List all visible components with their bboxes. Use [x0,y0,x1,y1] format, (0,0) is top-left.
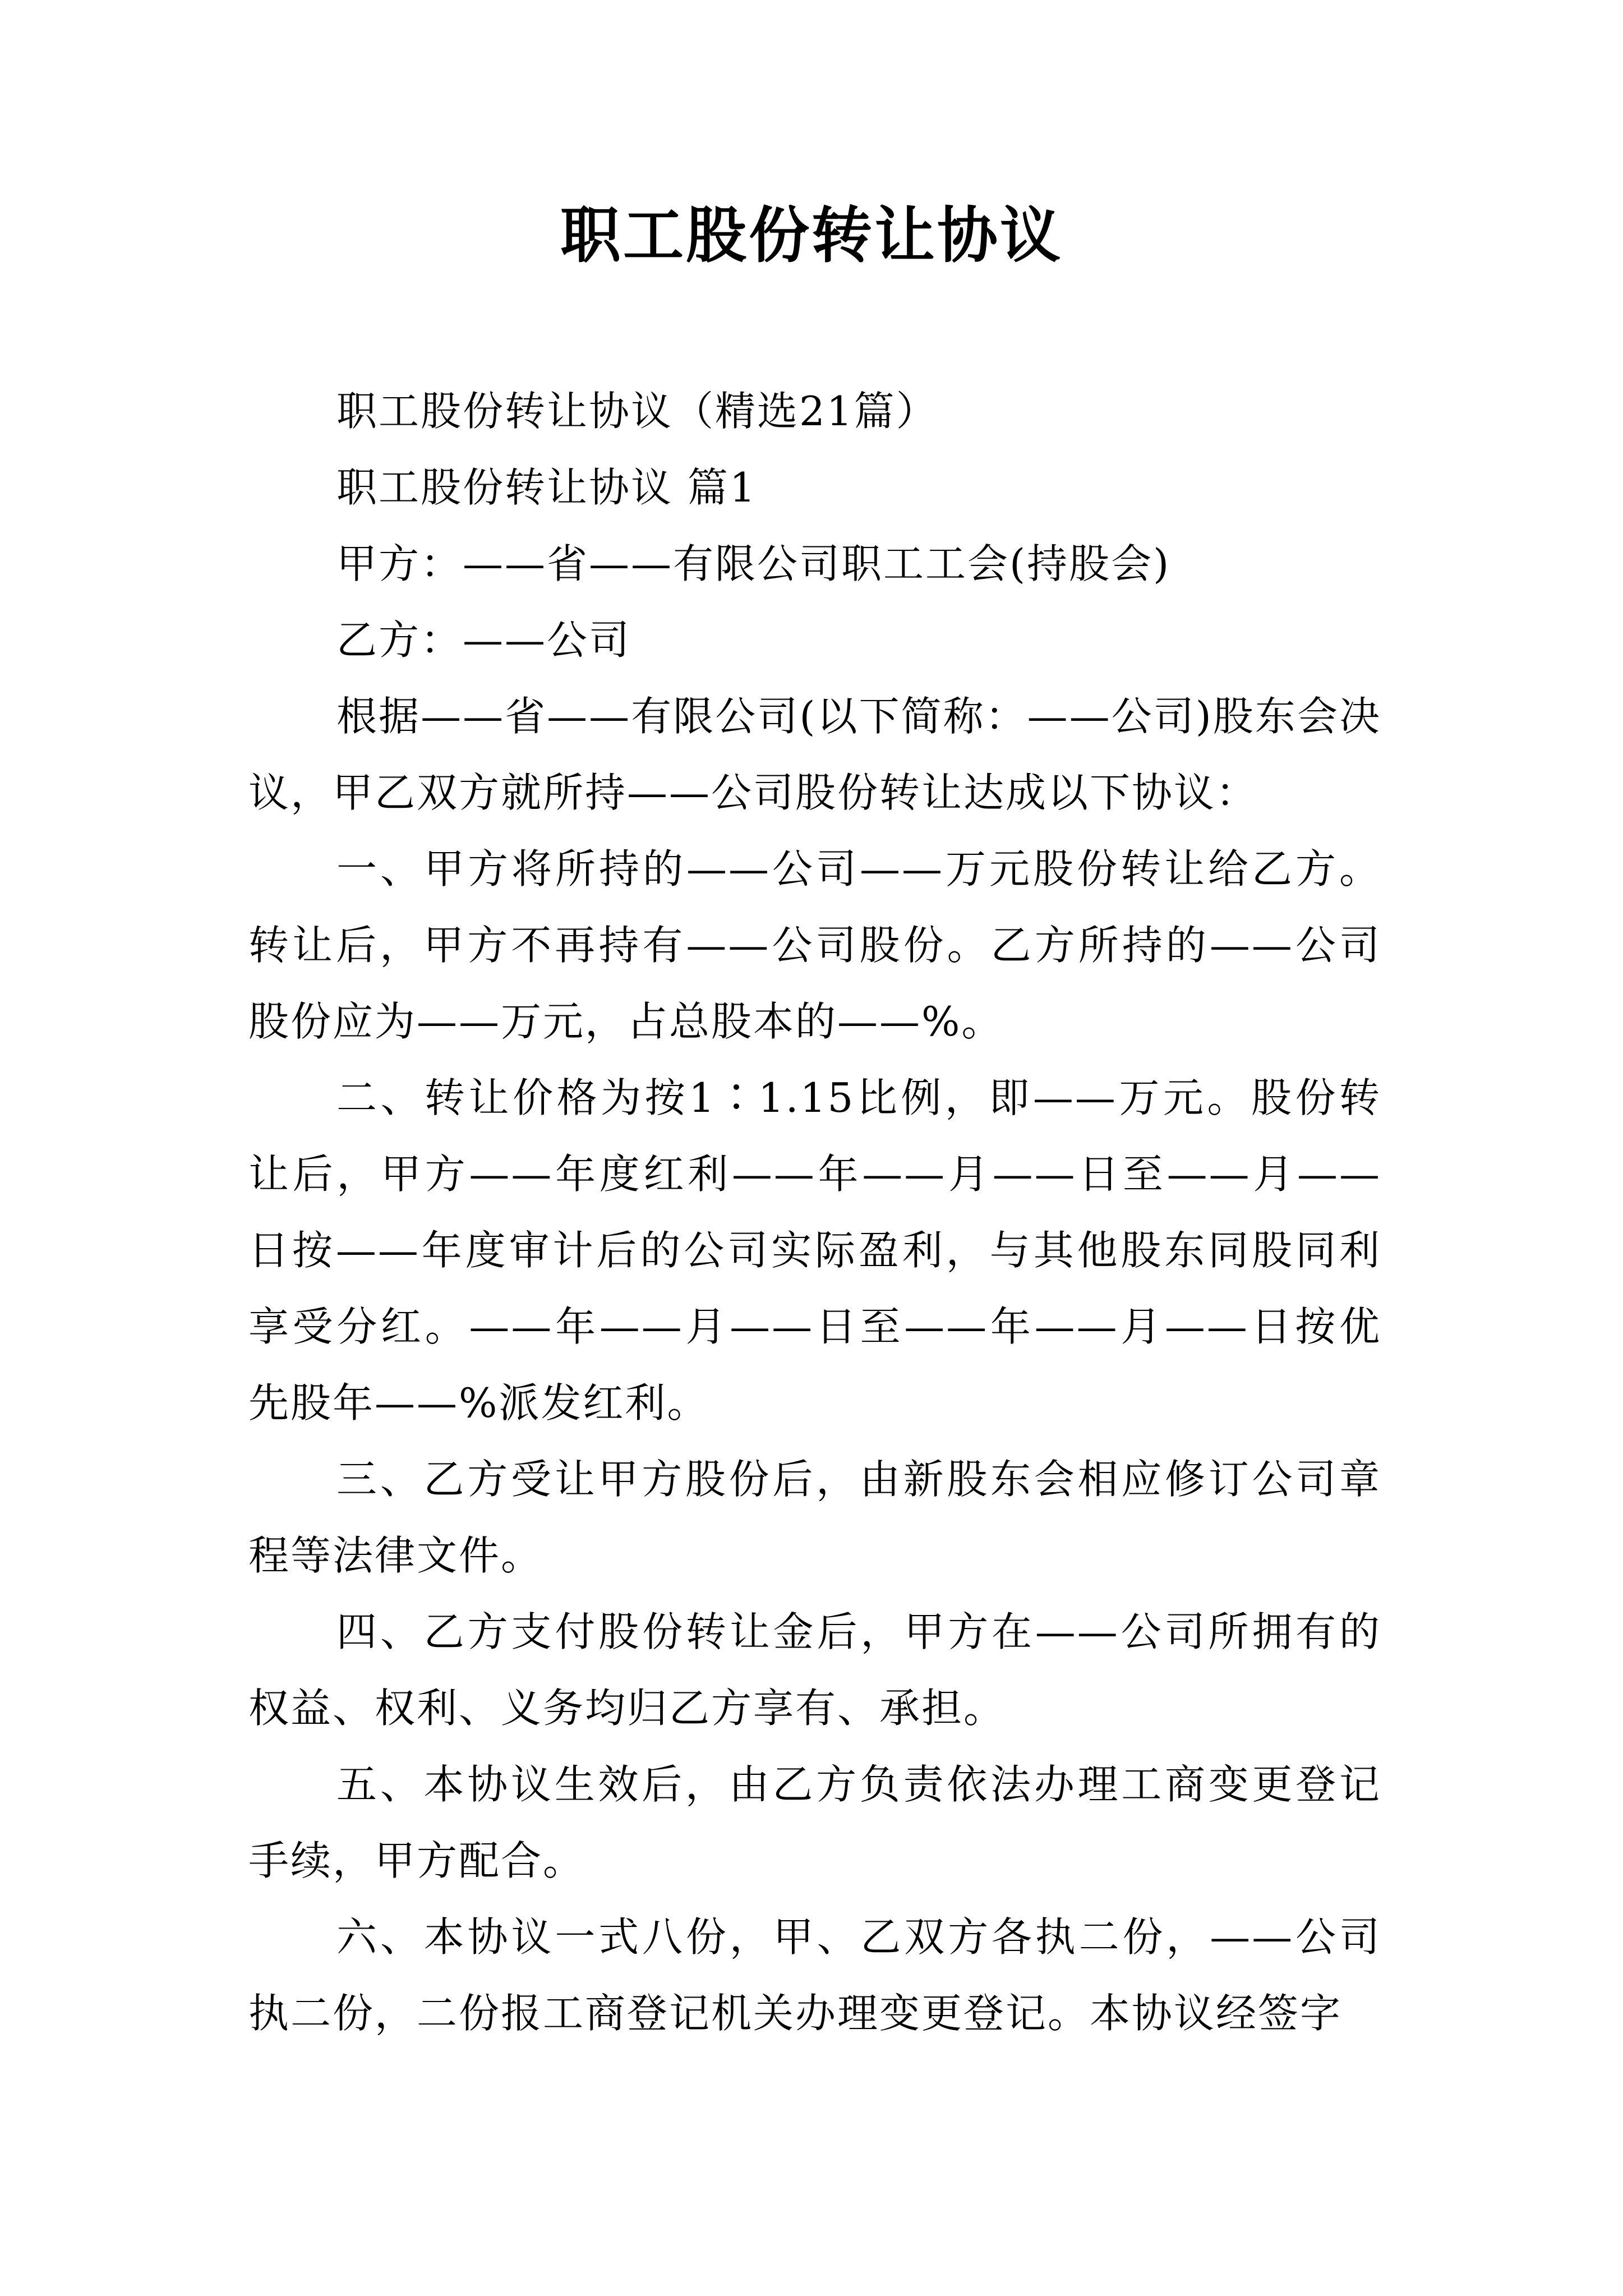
party-a-line: 甲方：——省——有限公司职工工会(持股会) [336,540,1171,587]
article-heading: 职工股份转让协议 篇1 [336,464,757,511]
clause-3-paragraph: 三、乙方受让甲方股份后，由新股东会相应修订公司章程等法律文件。 [248,1456,1381,1579]
preamble-paragraph: 根据——省——有限公司(以下简称：——公司)股东会决议，甲乙双方就所持——公司股份转让达成以下协议： [248,693,1381,816]
clause-6-paragraph: 六、本协议一式八份，甲、乙双方各执二份，——公司执二份，二份报工商登记机关办理变更登记。本协议经签字 [248,1913,1381,2037]
clause-4-paragraph: 四、乙方支付股份转让金后，甲方在——公司所拥有的权益、权利、义务均归乙方享有、承担。 [248,1608,1381,1732]
party-b-line: 乙方：——公司 [336,616,631,664]
clause-1-paragraph: 一、甲方将所持的——公司——万元股份转让给乙方。转让后，甲方不再持有——公司股份。乙方所持的——公司股份应为——万元，占总股本的——%。 [248,845,1381,1045]
clause-5-paragraph: 五、本协议生效后，由乙方负责依法办理工商变更登记手续，甲方配合。 [248,1761,1381,1884]
collection-heading: 职工股份转让协议（精选21篇） [336,388,938,435]
document-body [248,373,1381,2051]
clause-2-paragraph: 二、转让价格为按1∶1.15比例，即——万元。股份转让后，甲方——年度红利——年——月——日至——月——日按——年度审计后的公司实际盈利，与其他股东同股同利享受分红。——年——月——日至——年——月——日按优先股年——%派发红利。 [248,1074,1381,1427]
document-title: 职工股份转让协议 [560,200,1063,271]
